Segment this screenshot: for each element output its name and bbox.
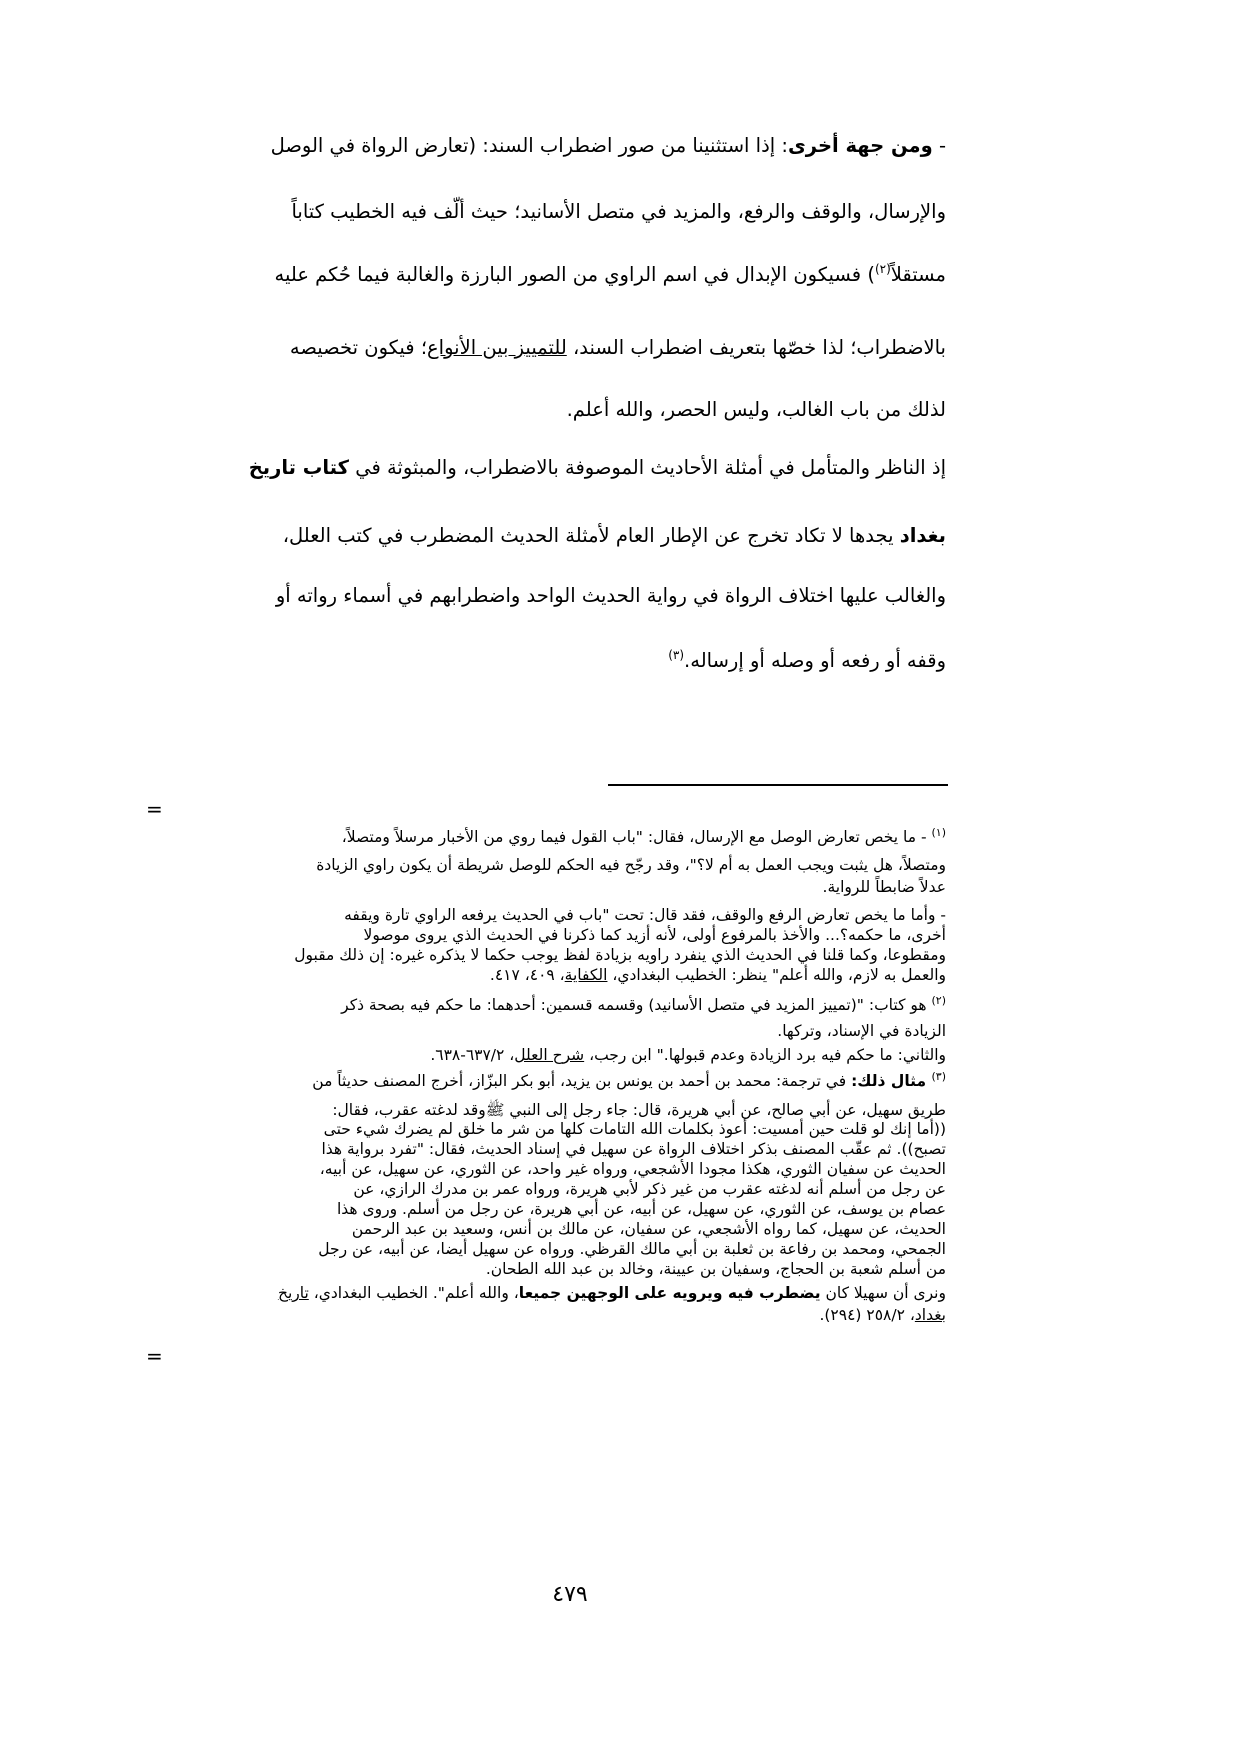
body-line-2: والإرسال، والوقف والرفع، والمزيد في متصل الأسانيد؛ حيث ألّف فيه الخطيب كتاباً: [291, 200, 946, 223]
footnote-line: $^{(٢)}$ هو كتاب: "(تمييز المزيد في متصل الأسانيد) وقسمه قسمين: أحدهما: ما حكم فيه بصحة ذكر: [341, 994, 946, 1014]
body-line-1: - ومن جهة أخرى: إذا استثنينا من صور اضطراب السند: (تعارض الرواة في الوصل: [270, 134, 946, 157]
footnote-number: (٢): [931, 994, 946, 1007]
footnote-line: من أسلم شعبة بن الحجاج، وسفيان بن عيينة، وخالد بن عبد الله الطحان.: [485, 1260, 946, 1278]
footnote-line: $^{(١)}$ - ما يخص تعارض الوصل مع الإرسال، فقال: "باب القول فيما روي من الأخبار مرسلاً ومتصلاً،: [341, 826, 946, 846]
footnote-line: والعمل به لازم، والله أعلم" ينظر: الخطيب البغدادي، الكفاية، ٤٠٩، ٤١٧.: [489, 966, 946, 984]
footnote-number: (١): [931, 826, 946, 839]
footnote-number: (٣): [931, 1070, 946, 1083]
body-line-9: وقفه أو رفعه أو وصله أو إرساله.$^{(٣)}$: [668, 648, 946, 672]
footnote-ref[interactable]: (٢): [874, 262, 891, 276]
continuation-mark-top: =: [146, 797, 163, 821]
book-title: بغداد: [899, 524, 946, 547]
body-line-7: بغداد يجدها لا تكاد تخرج عن الإطار العام لأمثلة الحديث المضطرب في كتب العلل،: [282, 524, 946, 547]
source-title: تاريخ: [277, 1284, 309, 1302]
footnote-line: $^{(٣)}$ مثال ذلك: في ترجمة: محمد بن أحمد بن يونس بن يزيد، أبو بكر البزّاز، أخرج المصنف حديثاً من: [312, 1070, 946, 1090]
body-line-8: والغالب عليها اختلاف الرواة في رواية الحديث الواحد واضطرابهم في أسماء رواته أو: [275, 584, 946, 607]
footnote-line: الحديث، عن سهيل، كما رواه الأشجعي، عن سفيان، عن مالك بن أنس، وسعيد بن عبد الرحمن: [351, 1220, 946, 1238]
continuation-mark-bottom: =: [146, 1344, 163, 1368]
footnote-line: تصبح)). ثم عقّب المصنف بذكر اختلاف الرواة عن سهيل في إسناد الحديث، فقال: "تفرد برواية هذا: [321, 1140, 946, 1158]
footnote-line: بغداد، ٢٥٨/٢ (٢٩٤).: [819, 1306, 946, 1324]
body-line-5: لذلك من باب الغالب، وليس الحصر، والله أعلم.: [566, 398, 946, 421]
footnote-line: طريق سهيل، عن أبي صالح، عن أبي هريرة، قال: جاء رجل إلى النبي ﷺوقد لدغته عقرب، فقال:: [332, 1101, 946, 1119]
footnote-line: ومقطوعا، وكما قلنا في الحديث الذي ينفرد راويه بزيادة لفظ يوجب حكما لا يذكره غيره: إن ذلك مقبول: [294, 946, 946, 964]
book-title: كتاب تاريخ: [248, 456, 349, 479]
underlined-term: للتمييز بين الأنواع: [427, 336, 567, 359]
source-title: بغداد: [914, 1306, 946, 1324]
body-line-6: إذ الناظر والمتأمل في أمثلة الأحاديث الموصوفة بالاضطراب، والمبثوثة في كتاب تاريخ: [248, 456, 946, 479]
footnote-line: عن رجل من أسلم أنه لدغته عقرب من غير ذكر لأبي هريرة، ورواه عمر بن مدرك الرازي، عن: [353, 1180, 946, 1198]
footnote-line: الحديث عن سفيان الثوري، هكذا مجودا الأشجعي، ورواه غير واحد، عن الثوري، عن سهيل، عن أبيه،: [319, 1160, 946, 1178]
source-title: الكفاية: [564, 966, 608, 984]
body-line-3: مستقلاً$^{(٢)}$) فسيكون الإبدال في اسم الراوي من الصور البارزة والغالبة فيما حُكم عليه: [274, 262, 946, 286]
footnote-line: الجمحي، ومحمد بن رفاعة بن ثعلبة بن أبي مالك القرظي. ورواه عن سهيل أيضا، عن أبيه، عن رجل: [318, 1240, 946, 1258]
source-title: شرح العلل: [514, 1046, 585, 1064]
body-line-4: بالاضطراب؛ لذا خصّها بتعريف اضطراب السند، للتمييز بين الأنواع؛ فيكون تخصيصه: [289, 336, 946, 359]
footnote-line: أخرى، ما حكمه؟... والأخذ بالمرفوع أولى، لأنه أزيد كما ذكرنا في الحديث الذي يروى موصولا: [363, 926, 946, 944]
footnote-ref[interactable]: (٣): [668, 648, 685, 662]
footnote-line: - وأما ما يخص تعارض الرفع والوقف، فقد قال: تحت "باب في الحديث يرفعه الراوي تارة ويقفه: [344, 906, 946, 924]
footnote-line: ((أما إنك لو قلت حين أمسيت: أعوذ بكلمات الله التامات كلها من شر ما خلق لم يضرك شيء حتى: [323, 1120, 946, 1138]
footnote-line: ونرى أن سهيلا كان يضطرب فيه ويرويه على الوجهين جميعا، والله أعلم". الخطيب البغدادي، تاريخ: [277, 1284, 946, 1302]
page-number: ٤٧٩: [552, 1582, 588, 1607]
footnote-line: عدلاً ضابطاً للرواية.: [822, 878, 946, 896]
emphasis: ومن جهة أخرى: [787, 134, 933, 157]
footnote-separator: [608, 784, 948, 786]
footnote-line: والثاني: ما حكم فيه برد الزيادة وعدم قبولها." ابن رجب، شرح العلل، ٦٣٧/٢-٦٣٨.: [430, 1046, 946, 1064]
footnote-line: ومتصلاً، هل يثبت ويجب العمل به أم لا؟"، وقد رجّح فيه الحكم للوصل شريطة أن يكون راوي الزيادة: [316, 856, 946, 874]
footnote-line: الزيادة في الإسناد، وتركها.: [777, 1022, 946, 1040]
footnote-line: عصام بن يوسف، عن الثوري، عن سهيل، عن أبيه، عن أبي هريرة، عن رجل من أسلم. وروى هذا: [336, 1200, 946, 1218]
